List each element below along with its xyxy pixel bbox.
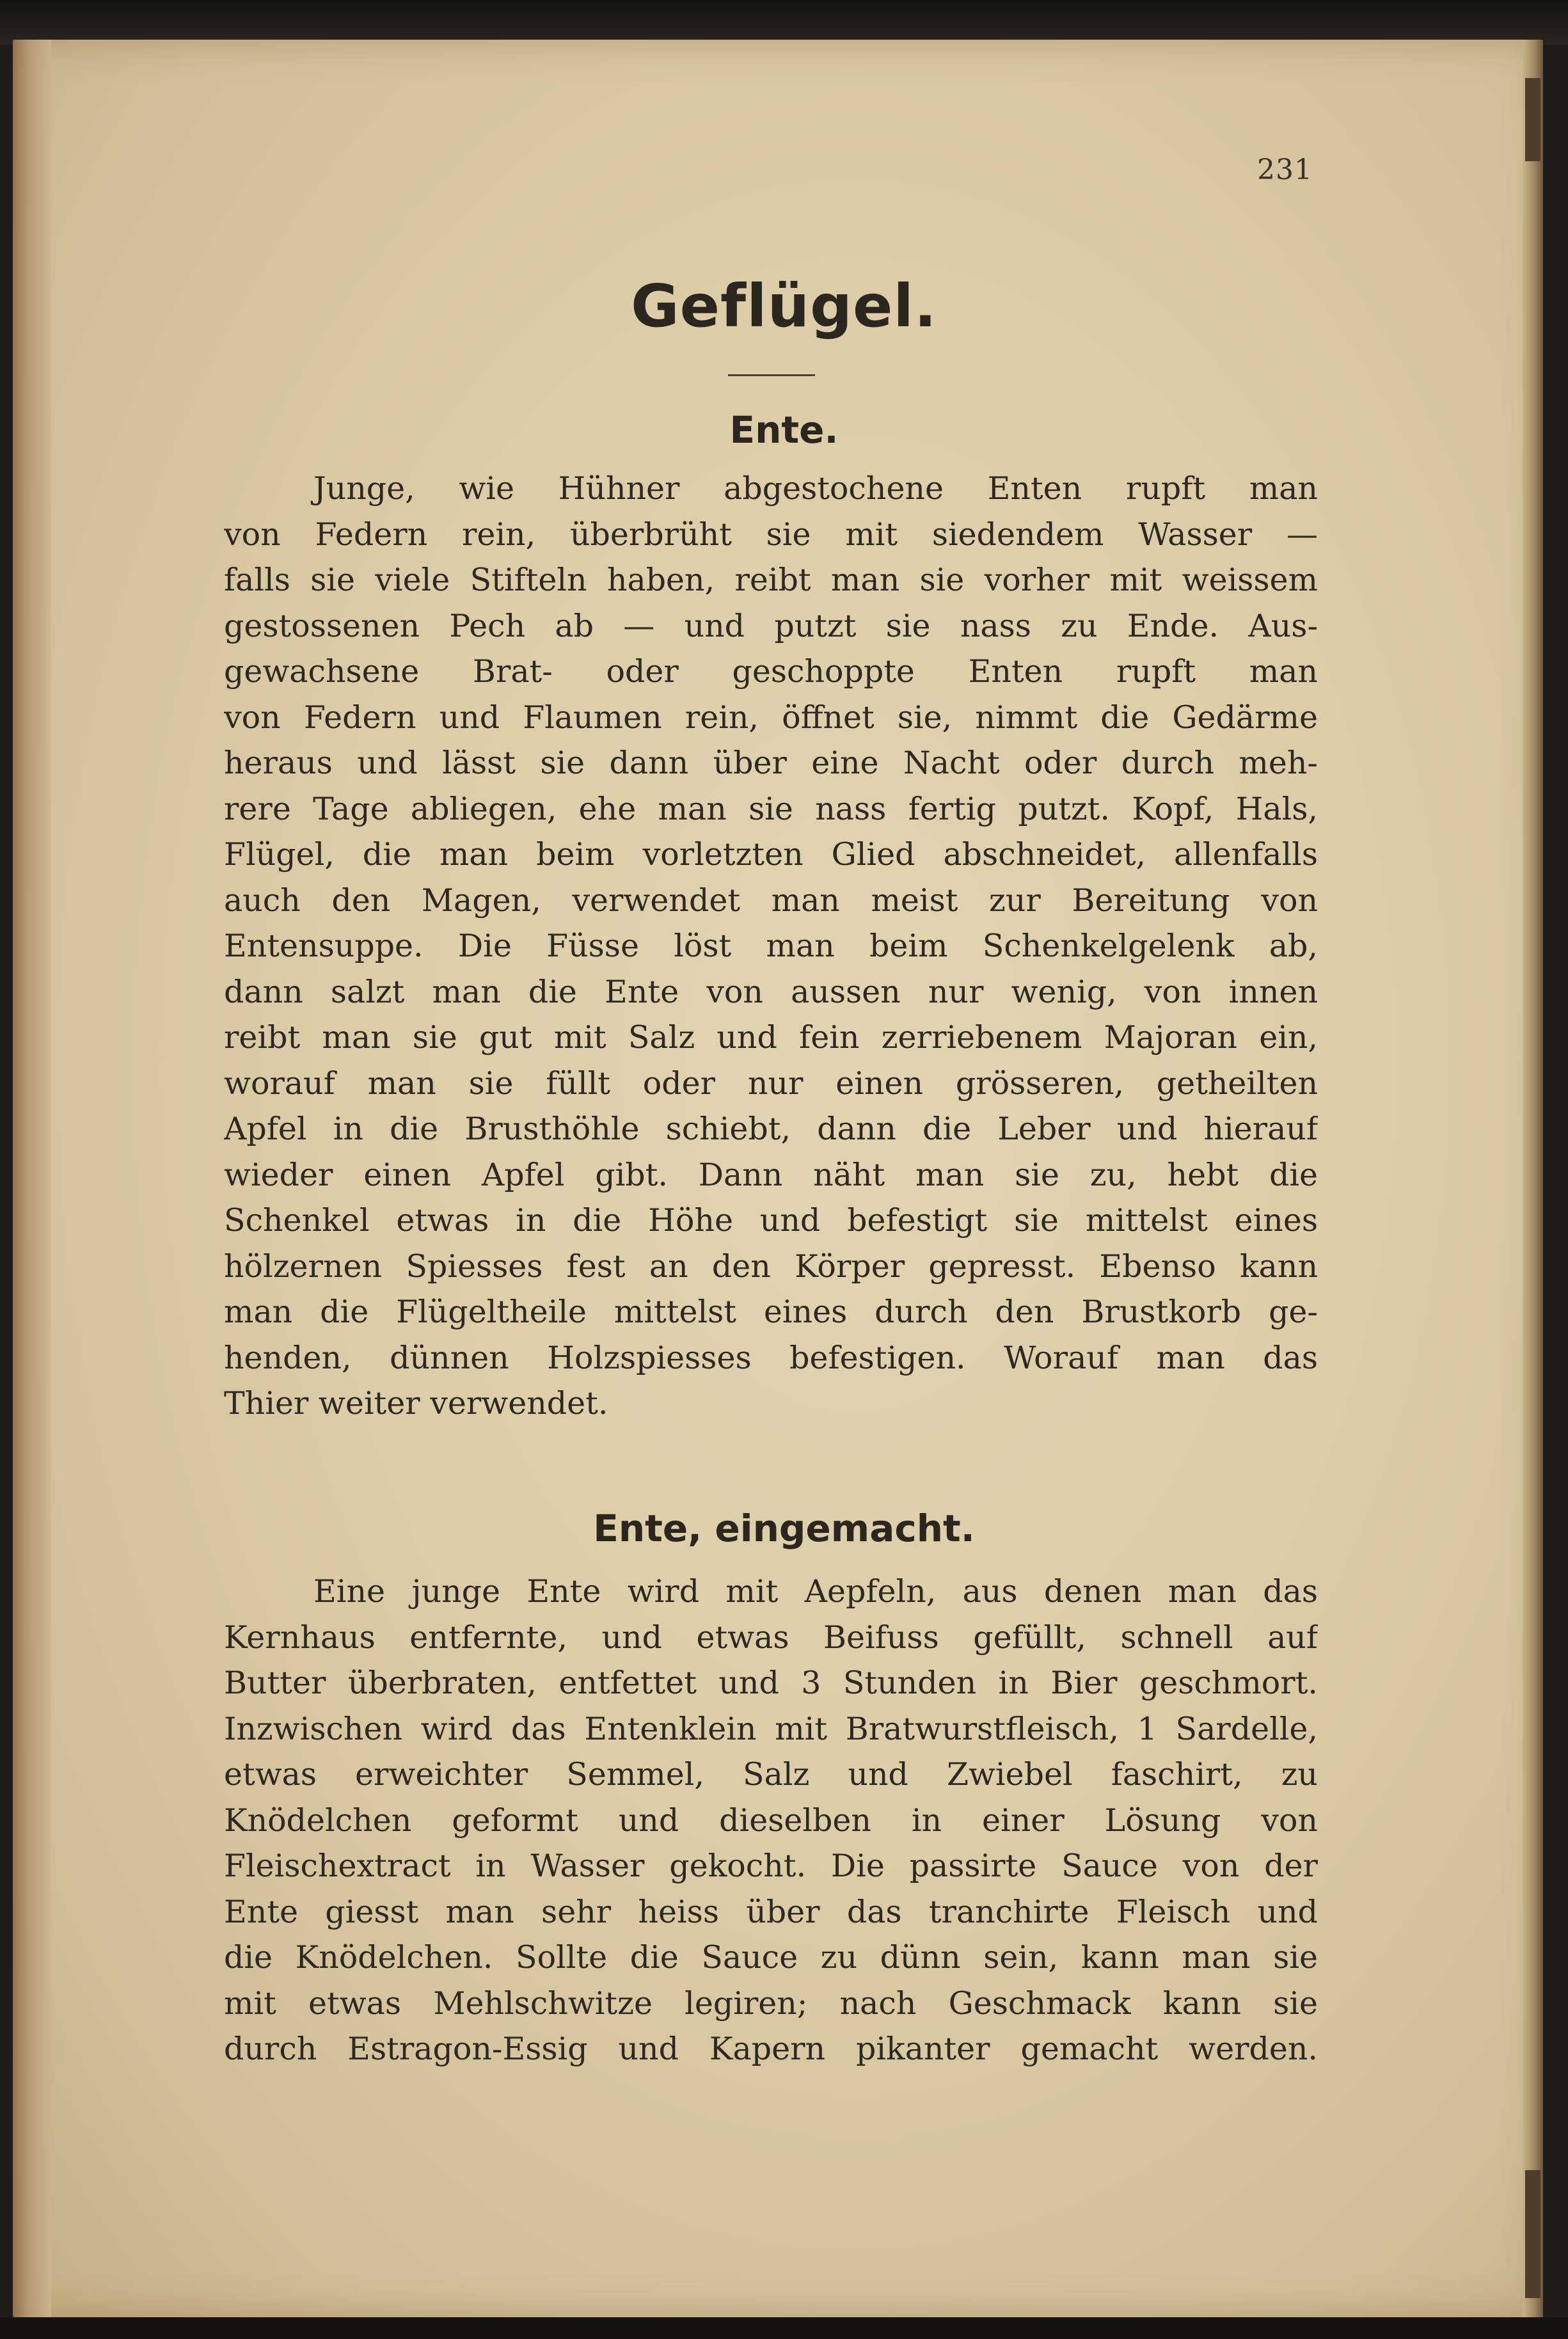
text-line: die Knödelchen. Sollte die Sauce zu dünn sein, kann man sie [224,1939,1318,1976]
text-line: Ente giesst man sehr heiss über das tranchirte Fleisch und [224,1893,1318,1930]
text-line: wieder einen Apfel gibt. Dann näht man sie zu, hebt die [224,1156,1318,1193]
text-line: Junge, wie Hühner abgestochene Enten rupft man [313,470,1318,507]
edge-band [1525,2170,1540,2298]
paragraph-ente-eingemacht [224,1569,1318,2072]
text-line: henden, dünnen Holzspiesses befestigen. Worauf man das [224,1339,1318,1376]
chapter-title: Geflügel. [631,272,937,340]
text-line: dann salzt man die Ente von aussen nur wenig, von innen [224,973,1318,1010]
text-line: von Federn und Flaumen rein, öffnet sie, nimmt die Gedärme [224,699,1318,736]
text-line: Inzwischen wird das Entenklein mit Bratwurstfleisch, 1 Sardelle, [224,1710,1318,1747]
text-line: auch den Magen, verwendet man meist zur Bereitung von [224,882,1318,919]
text-line: Flügel, die man beim vorletzten Glied abschneidet, allenfalls [224,836,1318,873]
page-right-edge [1523,40,1543,2317]
text-line: Butter überbraten, entfettet und 3 Stunden in Bier geschmort. [224,1665,1318,1701]
text-line: Knödelchen geformt und dieselben in einer Lösung von [224,1802,1318,1839]
text-line: reibt man sie gut mit Salz und fein zerriebenem Majoran ein, [224,1019,1318,1056]
text-line: von Federn rein, überbrüht sie mit siedendem Wasser — [224,516,1318,553]
text-line: gestossenen Pech ab — und putzt sie nass zu Ende. Aus- [224,607,1318,644]
text-line: hölzernen Spiesses fest an den Körper gepresst. Ebenso kann [224,1248,1318,1285]
text-line: worauf man sie füllt oder nur einen grösseren, getheilten [224,1065,1318,1102]
section-heading-ente-eingemacht: Ente, eingemacht. [593,1507,975,1550]
title-divider [728,374,815,376]
text-line: Fleischextract in Wasser gekocht. Die passirte Sauce von der [224,1848,1318,1884]
text-line: Thier weiter verwendet. [224,1385,608,1422]
text-line: man die Flügeltheile mittelst eines durch den Brustkorb ge- [224,1294,1318,1330]
paragraph-ente [224,466,1318,1427]
text-line: Schenkel etwas in die Höhe und befestigt sie mittelst eines [224,1202,1318,1239]
text-line: gewachsene Brat- oder geschoppte Enten rupft man [224,653,1318,690]
text-line: Apfel in die Brusthöhle schiebt, dann die Leber und hierauf [224,1111,1318,1147]
page-number: 231 [1257,154,1313,186]
text-line: rere Tage abliegen, ehe man sie nass fertig putzt. Kopf, Hals, [224,790,1318,827]
scan-top-edge [0,0,1568,45]
scan-bottom-edge [0,2317,1568,2339]
text-line: Eine junge Ente wird mit Aepfeln, aus denen man das [313,1573,1318,1610]
text-line: falls sie viele Stifteln haben, reibt man sie vorher mit weissem [224,562,1318,598]
text-line: heraus und lässt sie dann über eine Nacht oder durch meh- [224,745,1318,781]
section-heading-ente: Ente. [729,408,839,452]
book-binding-edge [13,40,51,2317]
edge-band [1525,78,1540,161]
text-line: Kernhaus entfernte, und etwas Beifuss gefüllt, schnell auf [224,1619,1318,1656]
text-line: durch Estragon-Essig und Kapern pikanter gemacht werden. [224,2031,1318,2067]
text-line: Entensuppe. Die Füsse löst man beim Schenkelgelenk ab, [224,928,1318,964]
text-line: mit etwas Mehlschwitze legiren; nach Geschmack kann sie [224,1985,1318,2022]
text-line: etwas erweichter Semmel, Salz und Zwiebel faschirt, zu [224,1756,1318,1793]
